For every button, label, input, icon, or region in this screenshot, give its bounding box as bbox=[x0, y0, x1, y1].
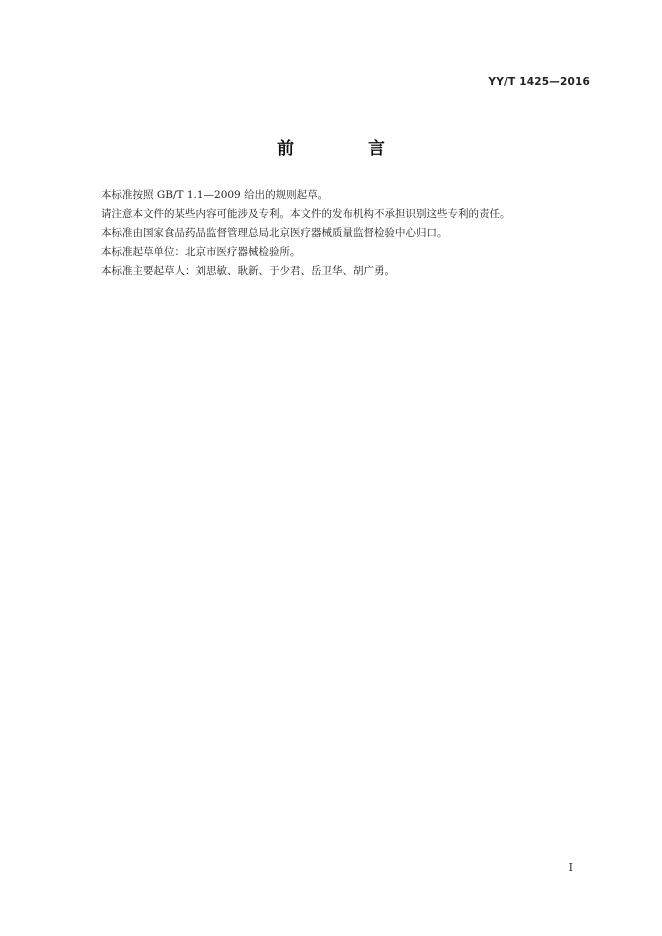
paragraph-drafters: 本标准主要起草人：刘思敏、耿新、于少君、岳卫华、胡广勇。 bbox=[101, 265, 395, 277]
page-number: I bbox=[568, 861, 573, 874]
paragraph-patent-notice: 请注意本文件的某些内容可能涉及专利。本文件的发布机构不承担识别这些专利的责任。 bbox=[101, 208, 511, 220]
preface-body bbox=[101, 186, 601, 281]
page-title: 前 言 bbox=[277, 139, 419, 159]
paragraph-drafting-rules: 本标准按照 GB/T 1.1—2009 给出的规则起草。 bbox=[101, 189, 329, 201]
paragraph-centralized-by: 本标准由国家食品药品监督管理总局北京医疗器械质量监督检验中心归口。 bbox=[101, 227, 448, 239]
paragraph-drafting-organization: 本标准起草单位：北京市医疗器械检验所。 bbox=[101, 246, 301, 258]
standard-code: YY/T 1425—2016 bbox=[488, 76, 590, 88]
